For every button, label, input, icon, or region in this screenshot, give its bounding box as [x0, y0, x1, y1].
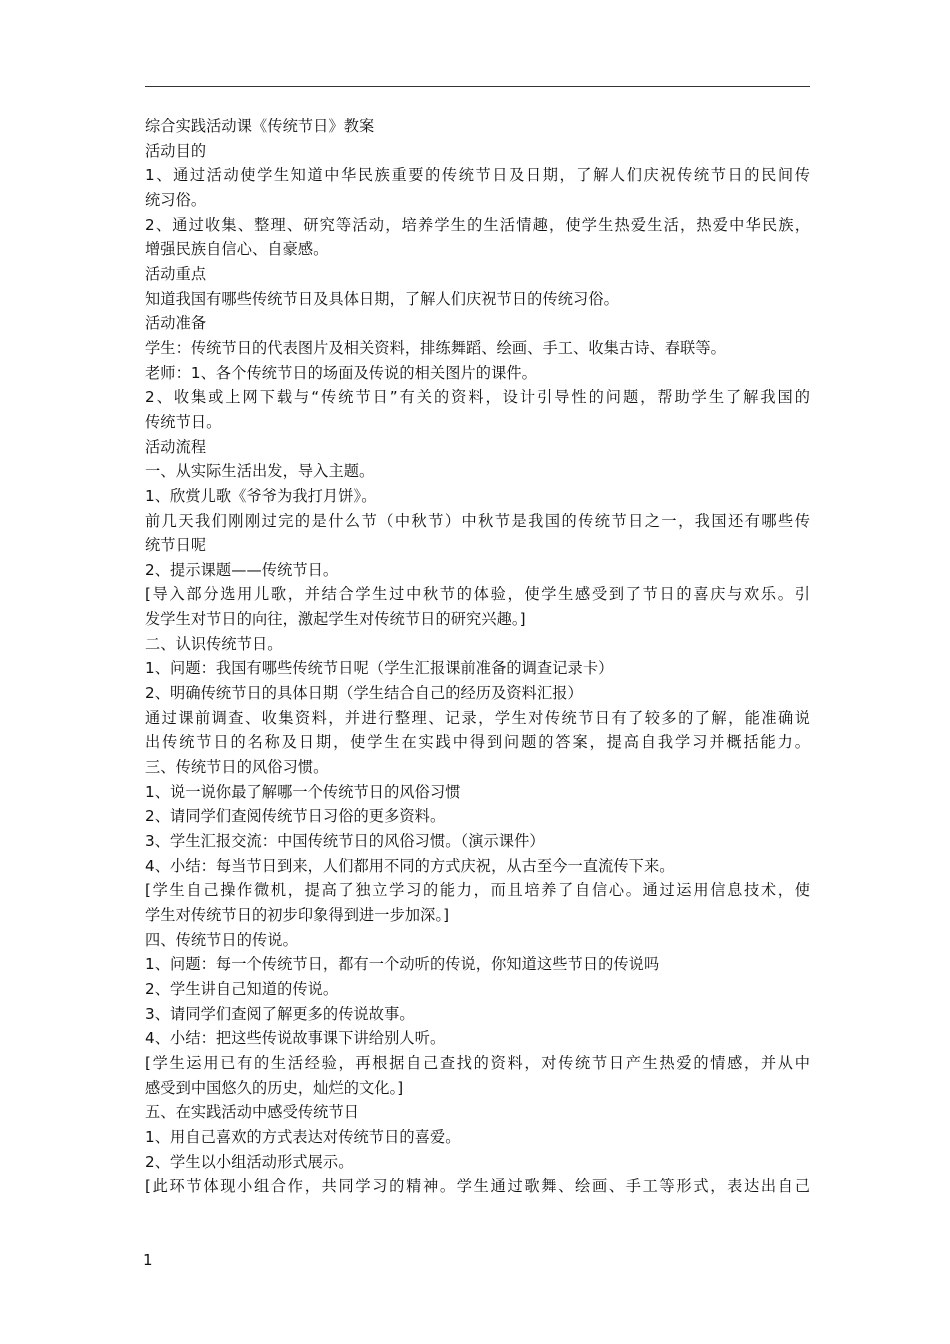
text-line: 学生对传统节日的初步印象得到进一步加深。]: [145, 906, 450, 924]
text-line: 老师：1、各个传统节日的场面及传说的相关图片的课件。: [145, 363, 537, 382]
text-line: 一、从实际生活出发，导入主题。: [145, 462, 375, 481]
text-line: 1、用自己喜欢的方式表达对传统节日的喜爱。: [145, 1127, 461, 1146]
text-line: [学生运用已有的生活经验，再根据自己查找的资料，对传统节日产生热爱的情感，并从中: [145, 1053, 810, 1072]
text-line: 1、通过活动使学生知道中华民族重要的传统节日及日期，了解人们庆祝传统节日的民间传: [145, 166, 810, 185]
document-body: [145, 114, 810, 1199]
text-line: 4、小结：每当节日到来，人们都用不同的方式庆祝，从古至今一直流传下来。: [145, 856, 675, 875]
text-line: 1、问题：我国有哪些传统节日呢（学生汇报课前准备的调查记录卡）: [145, 659, 614, 678]
header-rule: [145, 86, 810, 87]
text-line: 1、说一说你最了解哪一个传统节日的风俗习惯: [145, 782, 461, 801]
text-line: 活动目的: [145, 141, 207, 160]
text-line: 感受到中国悠久的历史，灿烂的文化。]: [145, 1078, 404, 1097]
text-line: 2、学生以小组活动形式展示。: [145, 1152, 354, 1171]
text-line: 统习俗。: [145, 190, 207, 209]
text-line: 五、在实践活动中感受传统节日: [145, 1103, 360, 1122]
text-line: 1、欣赏儿歌《爷爷为我打月饼》。: [145, 486, 377, 505]
text-line: 出传统节日的名称及日期，使学生在实践中得到问题的答案，提高自我学习并概括能力。: [145, 733, 810, 752]
text-line: 2、学生讲自己知道的传说。: [145, 979, 339, 998]
text-line: 综合实践活动课《传统节日》教案: [145, 117, 375, 135]
text-line: 传统节日。: [145, 412, 222, 431]
text-line: [导入部分选用儿歌，并结合学生过中秋节的体验，使学生感受到了节日的喜庆与欢乐。引: [145, 585, 810, 604]
text-line: 2、提示课题——传统节日。: [145, 560, 339, 579]
text-line: 学生：传统节日的代表图片及相关资料，排练舞蹈、绘画、手工、收集古诗、春联等。: [145, 338, 726, 357]
text-line: 3、学生汇报交流：中国传统节日的风俗习惯。（演示课件）: [145, 832, 545, 851]
text-line: [学生自己操作微机，提高了独立学习的能力，而且培养了自信心。通过运用信息技术，使: [145, 881, 810, 900]
page-number: 1: [143, 1251, 153, 1269]
text-line: 2、请同学们查阅传统节日习俗的更多资料。: [145, 807, 446, 826]
text-line: 四、传统节日的传说。: [145, 930, 298, 949]
text-line: 增强民族自信心、自豪感。: [145, 240, 329, 259]
text-line: 统节日呢: [145, 536, 207, 555]
text-line: 2、明确传统节日的具体日期（学生结合自己的经历及资料汇报）: [145, 684, 583, 703]
text-line: 通过课前调查、收集资料，并进行整理、记录，学生对传统节日有了较多的了解，能准确说: [145, 708, 810, 727]
text-line: 活动流程: [145, 437, 207, 456]
text-line: 三、传统节日的风俗习惯。: [145, 758, 329, 777]
text-line: 2、收集或上网下载与“传统节日”有关的资料，设计引导性的问题，帮助学生了解我国的: [145, 388, 810, 407]
text-line: 2、通过收集、整理、研究等活动，培养学生的生活情趣，使学生热爱生活，热爱中华民族，: [145, 215, 810, 234]
text-line: 知道我国有哪些传统节日及具体日期，了解人们庆祝节日的传统习俗。: [145, 289, 619, 308]
text-line: 二、认识传统节日。: [145, 634, 283, 653]
text-line: 前几天我们刚刚过完的是什么节（中秋节）中秋节是我国的传统节日之一，我国还有哪些传: [145, 511, 810, 530]
text-line: 4、小结：把这些传说故事课下讲给别人听。: [145, 1029, 446, 1048]
text-line: 发学生对节日的向往，激起学生对传统节日的研究兴趣。]: [145, 610, 526, 629]
text-line: [此环节体现小组合作，共同学习的精神。学生通过歌舞、绘画、手工等形式，表达出自己: [145, 1177, 810, 1196]
text-line: 3、请同学们查阅了解更多的传说故事。: [145, 1004, 415, 1023]
text-line: 1、问题：每一个传统节日，都有一个动听的传说，你知道这些节日的传说吗: [145, 955, 660, 974]
text-line: 活动重点: [145, 264, 207, 283]
text-line: 活动准备: [145, 314, 207, 333]
